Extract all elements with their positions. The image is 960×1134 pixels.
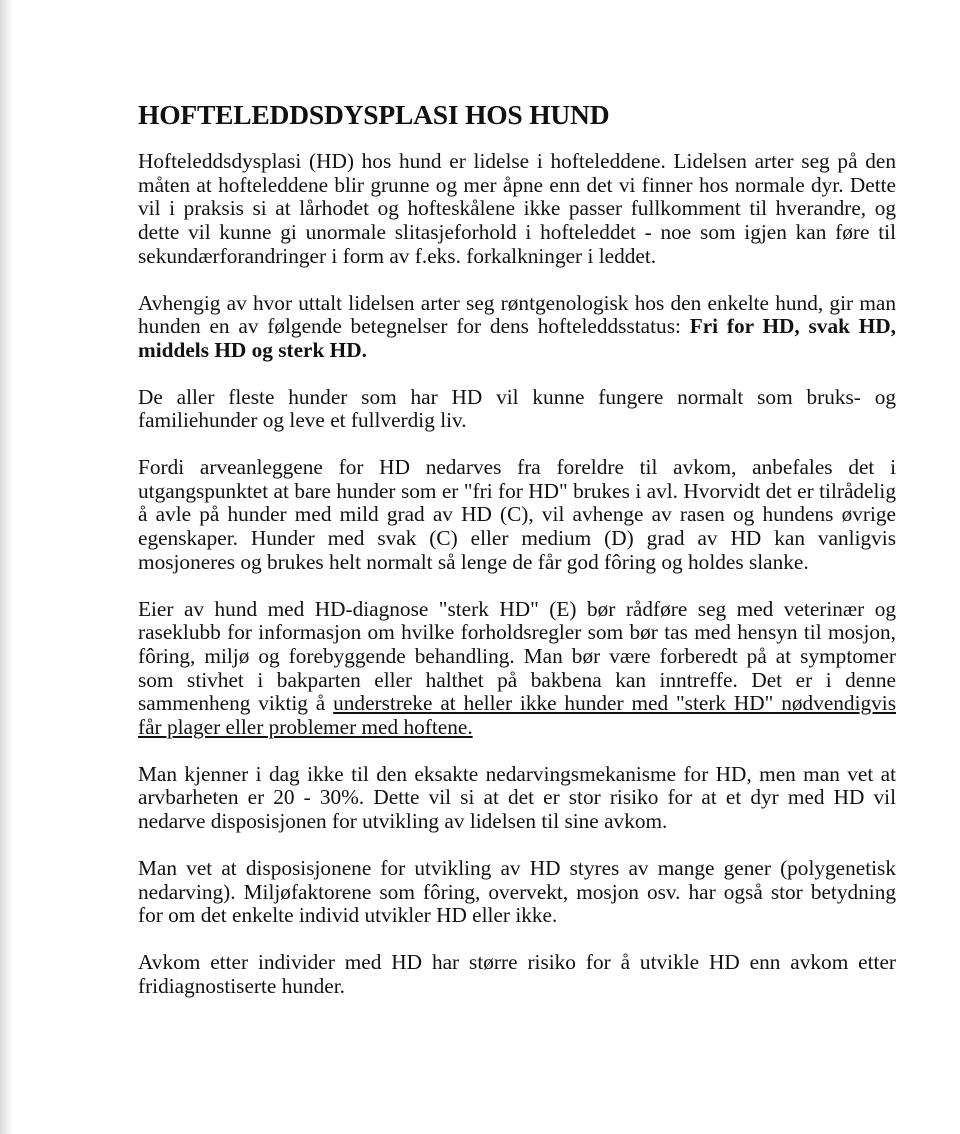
paragraph-5	[138, 598, 896, 740]
paragraph-1: Hofteleddsdysplasi (HD) hos hund er lidelse i hofteleddene. Lidelsen arter seg på den måten at hofteleddene blir grunne og mer åpne enn det vi finner hos normale dyr. Dette vil i praksis si at lårhodet og hofteskålene ikke passer fullkomment til hverandre, og dette vil kunne gi unormale slitasjeforhold i hofteleddet - noe som igjen kan føre til sekundærforandringer i form av f.eks. forkalkninger i leddet.	[138, 149, 896, 268]
document-title: HOFTELEDDSDYSPLASI HOS HUND	[138, 99, 610, 130]
paragraph-5-underlined: understreke at heller ikke hunder med "sterk HD" nødvendigvis får plager eller problemer med hoftene.	[138, 691, 897, 740]
paragraph-8: Avkom etter individer med HD har større risiko for å utvikle HD enn avkom etter fridiagnostiserte hunder.	[138, 949, 896, 998]
document-body	[138, 96, 896, 1021]
paragraph-5-text: Eier av hund med HD-diagnose "sterk HD" (E) bør rådføre seg med veterinær og raseklubb for informasjon om hvilke forholdsregler som bør tas med hensyn til mosjon, fôring, miljø og forebyggende behandling. Man bør være forberedt på at symptomer som stivhet i bakparten eller halthet på bakbena kan inntreffe. Det er i denne sammenheng viktig å	[138, 596, 896, 716]
paragraph-2-text: Avhengig av hvor uttalt lidelsen arter seg røntgenologisk hos den enkelte hund, gir man hunden en av følgende betegnelser for dens hofteleddsstatus:	[138, 290, 896, 339]
paragraph-4: Fordi arveanleggene for HD nedarves fra foreldre til avkom, anbefales det i utgangspunktet at bare hunder som er "fri for HD" brukes i avl. Hvorvidt det er tilrådelig å avle på hunder med mild grad av HD (C), vil avhenge av rasen og hundens øvrige egenskaper. Hunder med svak (C) eller medium (D) grad av HD kan vanligvis mosjoneres og brukes helt normalt så lenge de får god fôring og holdes slanke.	[138, 455, 896, 574]
paragraph-3: De aller fleste hunder som har HD vil kunne fungere normalt som bruks- og familiehunder og leve et fullverdig liv.	[138, 384, 896, 433]
paragraph-7: Man vet at disposisjonene for utvikling av HD styres av mange gener (polygenetisk nedarving). Miljøfaktorene som fôring, overvekt, mosjon osv. har også stor betydning for om det enkelte individ utvikler HD eller ikke.	[138, 855, 896, 928]
page-edge-shadow	[0, 0, 14, 1134]
paragraph-2	[138, 292, 896, 363]
paragraph-6: Man kjenner i dag ikke til den eksakte nedarvingsmekanisme for HD, men man vet at arvbarheten er 20 - 30%. Dette vil si at det er stor risiko for at et dyr med HD vil nedarve disposisjonen for utvikling av lidelsen til sine avkom.	[138, 761, 896, 834]
paragraph-2-bold: Fri for HD, svak HD, middels HD og sterk HD.	[138, 314, 896, 362]
